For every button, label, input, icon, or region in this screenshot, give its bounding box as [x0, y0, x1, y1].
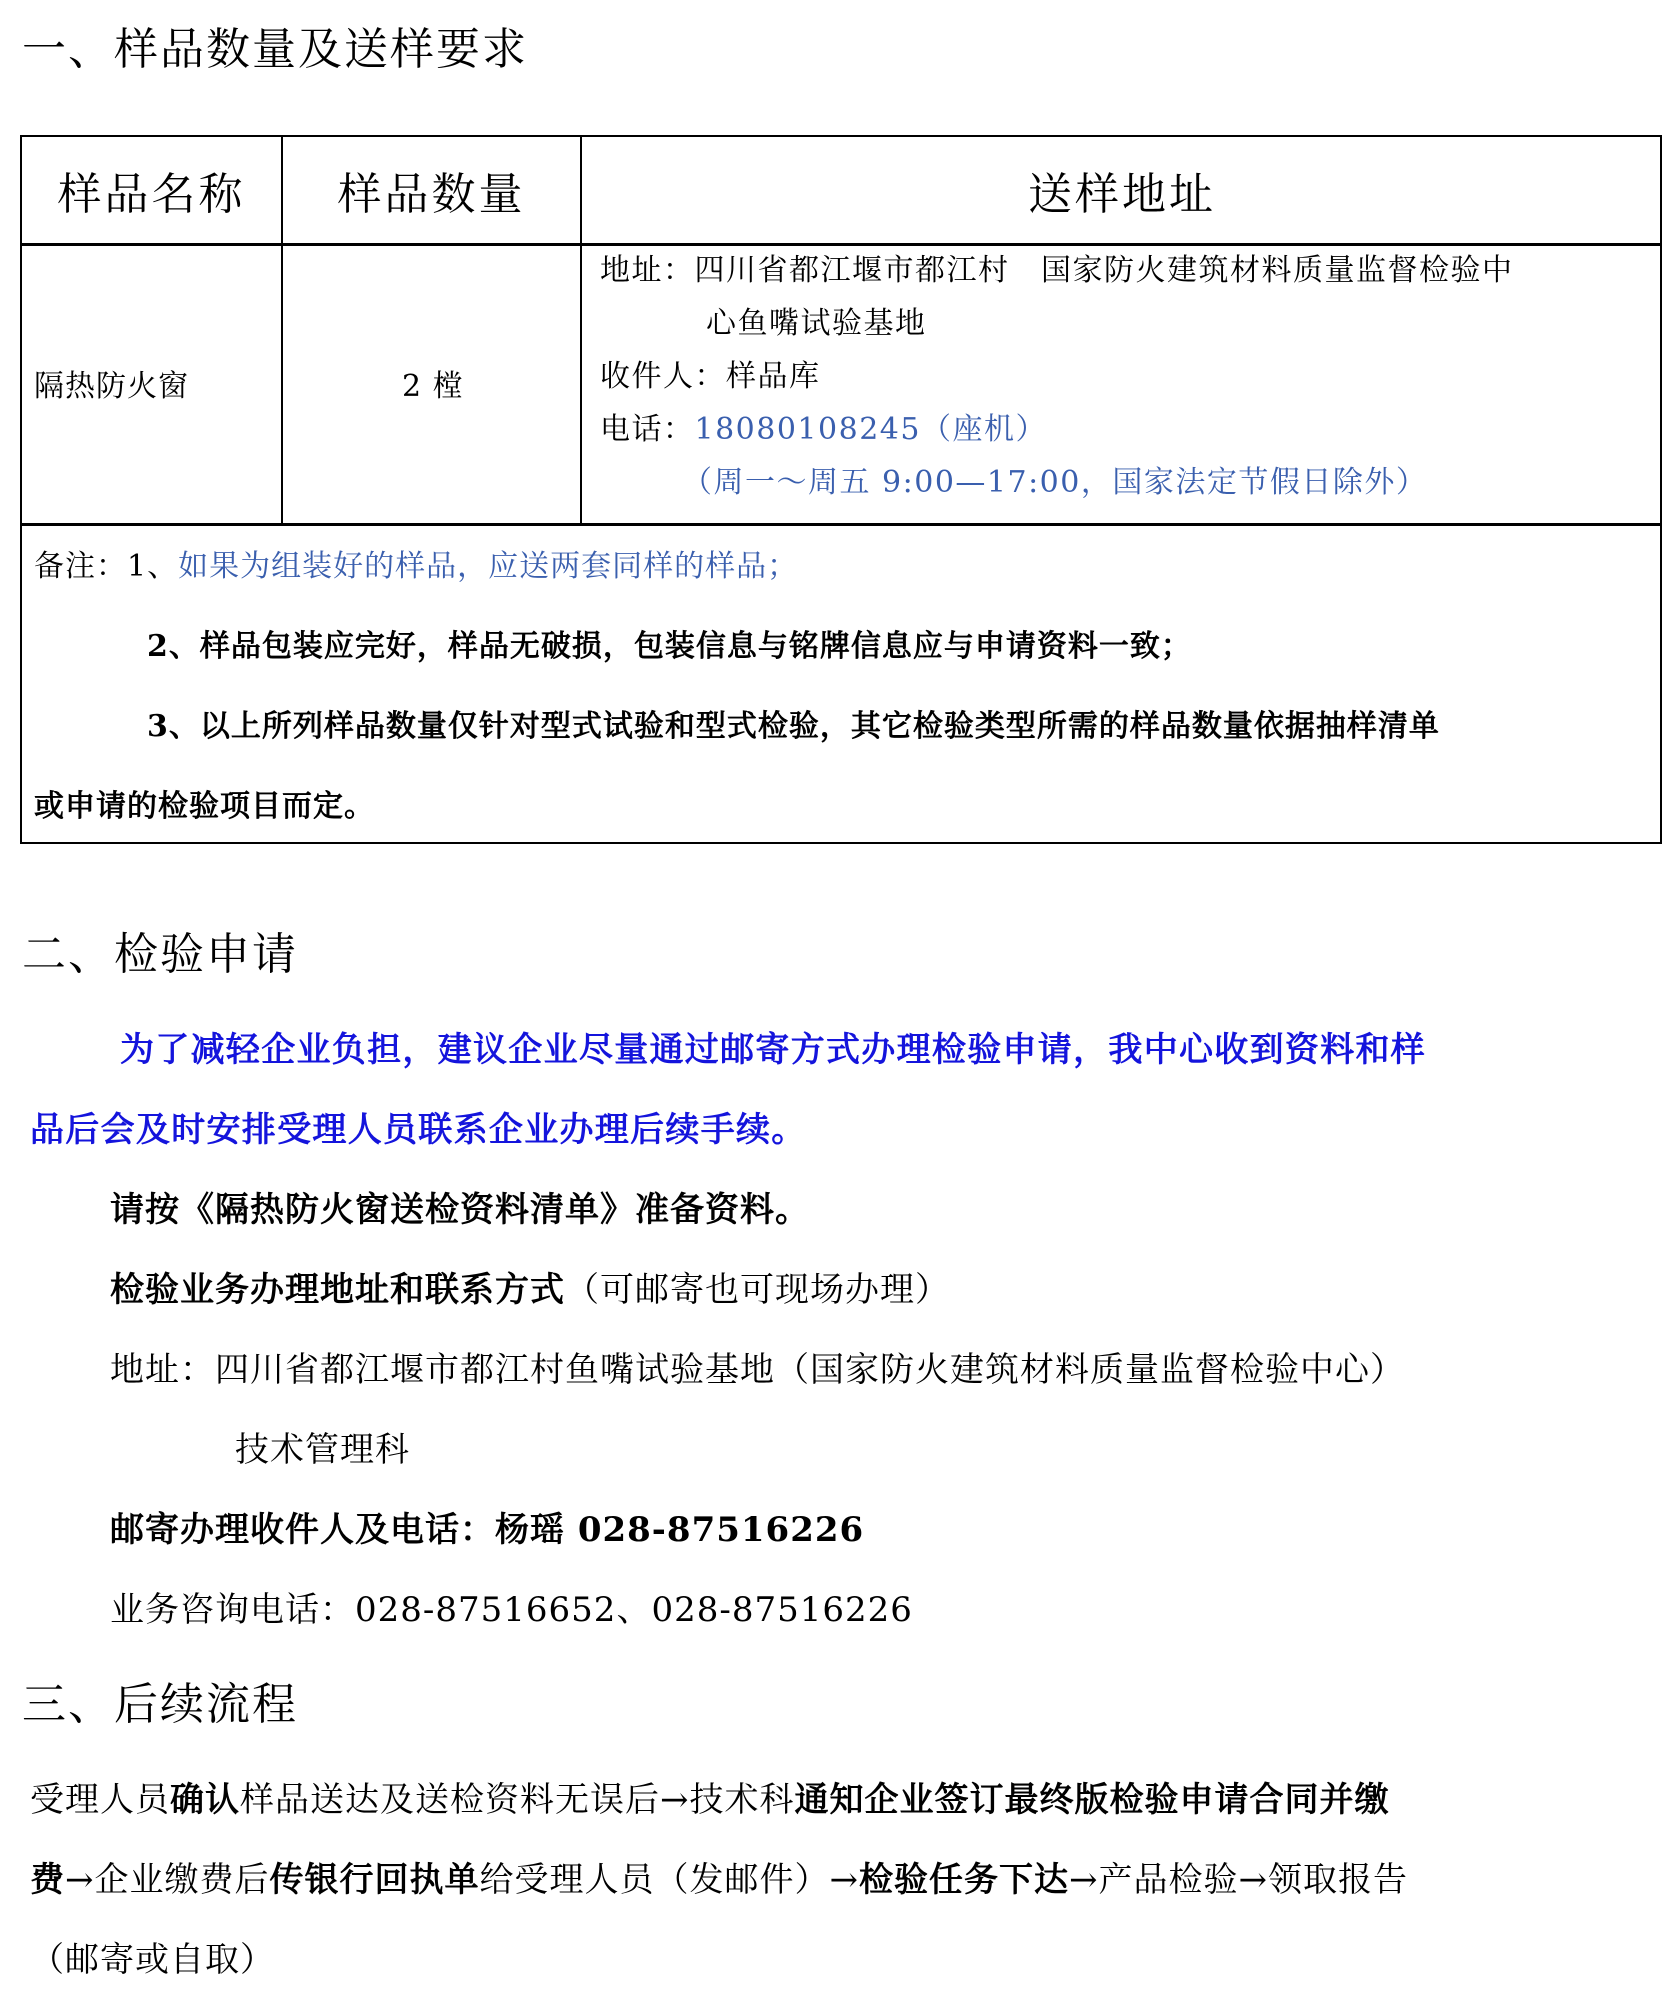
phone-line: [600, 410, 1047, 450]
office-address-label: 地址：: [110, 1350, 215, 1390]
note-text: 如果为组装好的样品，应送两套同样的样品；: [178, 549, 799, 584]
consult-phone-label: 业务咨询电话：: [110, 1590, 355, 1630]
table-divider: [22, 523, 1660, 526]
note-item-2: 2、样品包装应完好，样品无破损，包装信息与铭牌信息应与申请资料一致；: [147, 629, 1192, 664]
process-step: →企业缴费后: [65, 1860, 270, 1900]
process-step: 通知企业签订最终版检验申请合同并缴: [794, 1780, 1390, 1820]
recipient-value: 样品库: [726, 359, 821, 394]
process-step: 传银行回执单: [269, 1860, 480, 1900]
process-line-3: （邮寄或自取）: [30, 1940, 275, 1980]
note-item-1: [34, 547, 798, 587]
process-step: 费: [30, 1860, 65, 1900]
header-sample-name: 样品名称: [57, 169, 246, 220]
process-step: 确认: [170, 1780, 240, 1820]
contact-title-label: 检验业务办理地址和联系方式: [110, 1270, 565, 1310]
note-item-3-continued: 或申请的检验项目而定。: [34, 789, 375, 824]
process-line-2: [30, 1857, 1408, 1903]
office-hours: （周一～周五 9:00—17:00，国家法定节假日除外）: [682, 465, 1428, 500]
address-line: [600, 251, 1514, 291]
contact-title: [110, 1267, 950, 1313]
process-step: 样品送达及送检资料无误后→技术科: [240, 1780, 795, 1820]
sample-table: [20, 135, 1662, 844]
process-step: 受理人员: [30, 1780, 170, 1820]
address-label: 地址：: [600, 253, 695, 288]
office-address-line-2: 技术管理科: [235, 1430, 410, 1470]
contact-title-note: （可邮寄也可现场办理）: [565, 1270, 950, 1310]
header-delivery-address: 送样地址: [1028, 169, 1216, 220]
mail-contact-line: [110, 1507, 864, 1553]
section1-heading: 一、样品数量及送样要求: [22, 24, 528, 75]
notes-label: 备注：: [34, 549, 127, 584]
phone-value: 18080108245（座机）: [694, 412, 1047, 447]
process-line-1: [30, 1777, 1390, 1823]
header-sample-quantity: 样品数量: [337, 169, 526, 220]
prepare-materials-text: 请按《隔热防火窗送检资料清单》准备资料。: [110, 1190, 810, 1230]
mail-contact-label: 邮寄办理收件人及电话：: [110, 1510, 495, 1550]
address-line-2: 心鱼嘴试验基地: [706, 306, 927, 341]
note-number: 1、: [127, 549, 179, 584]
intro-paragraph-line2: 品后会及时安排受理人员联系企业办理后续手续。: [30, 1110, 807, 1150]
address-value: 四川省都江堰市都江村 国家防火建筑材料质量监督检验中: [694, 253, 1514, 288]
process-step: 检验任务下达: [859, 1860, 1069, 1900]
recipient-label: 收件人：: [600, 359, 726, 394]
phone-label: 电话：: [600, 412, 695, 447]
office-address-value: 四川省都江堰市都江村鱼嘴试验基地（国家防火建筑材料质量监督检验中心）: [215, 1350, 1405, 1390]
sample-name-cell: 隔热防火窗: [34, 369, 189, 404]
process-step: 给受理人员（发邮件）→: [479, 1860, 859, 1900]
consult-phone-value: 028-87516652、028-87516226: [355, 1590, 913, 1630]
process-step: →产品检验→领取报告: [1069, 1860, 1408, 1900]
sample-quantity-cell: 2 樘: [402, 369, 464, 404]
section2-heading: 二、检验申请: [22, 929, 298, 980]
table-divider: [22, 243, 1660, 246]
note-item-3: 3、以上所列样品数量仅针对型式试验和型式检验，其它检验类型所需的样品数量依据抽样清单: [147, 709, 1440, 744]
consult-phone-line: [110, 1587, 913, 1633]
recipient-line: [600, 357, 821, 397]
section3-heading: 三、后续流程: [22, 1679, 298, 1730]
mail-contact-value: 杨瑶 028-87516226: [495, 1510, 865, 1550]
office-address-line: [110, 1347, 1405, 1393]
intro-paragraph-line1: 为了减轻企业负担，建议企业尽量通过邮寄方式办理检验申请，我中心收到资料和样: [120, 1030, 1427, 1070]
